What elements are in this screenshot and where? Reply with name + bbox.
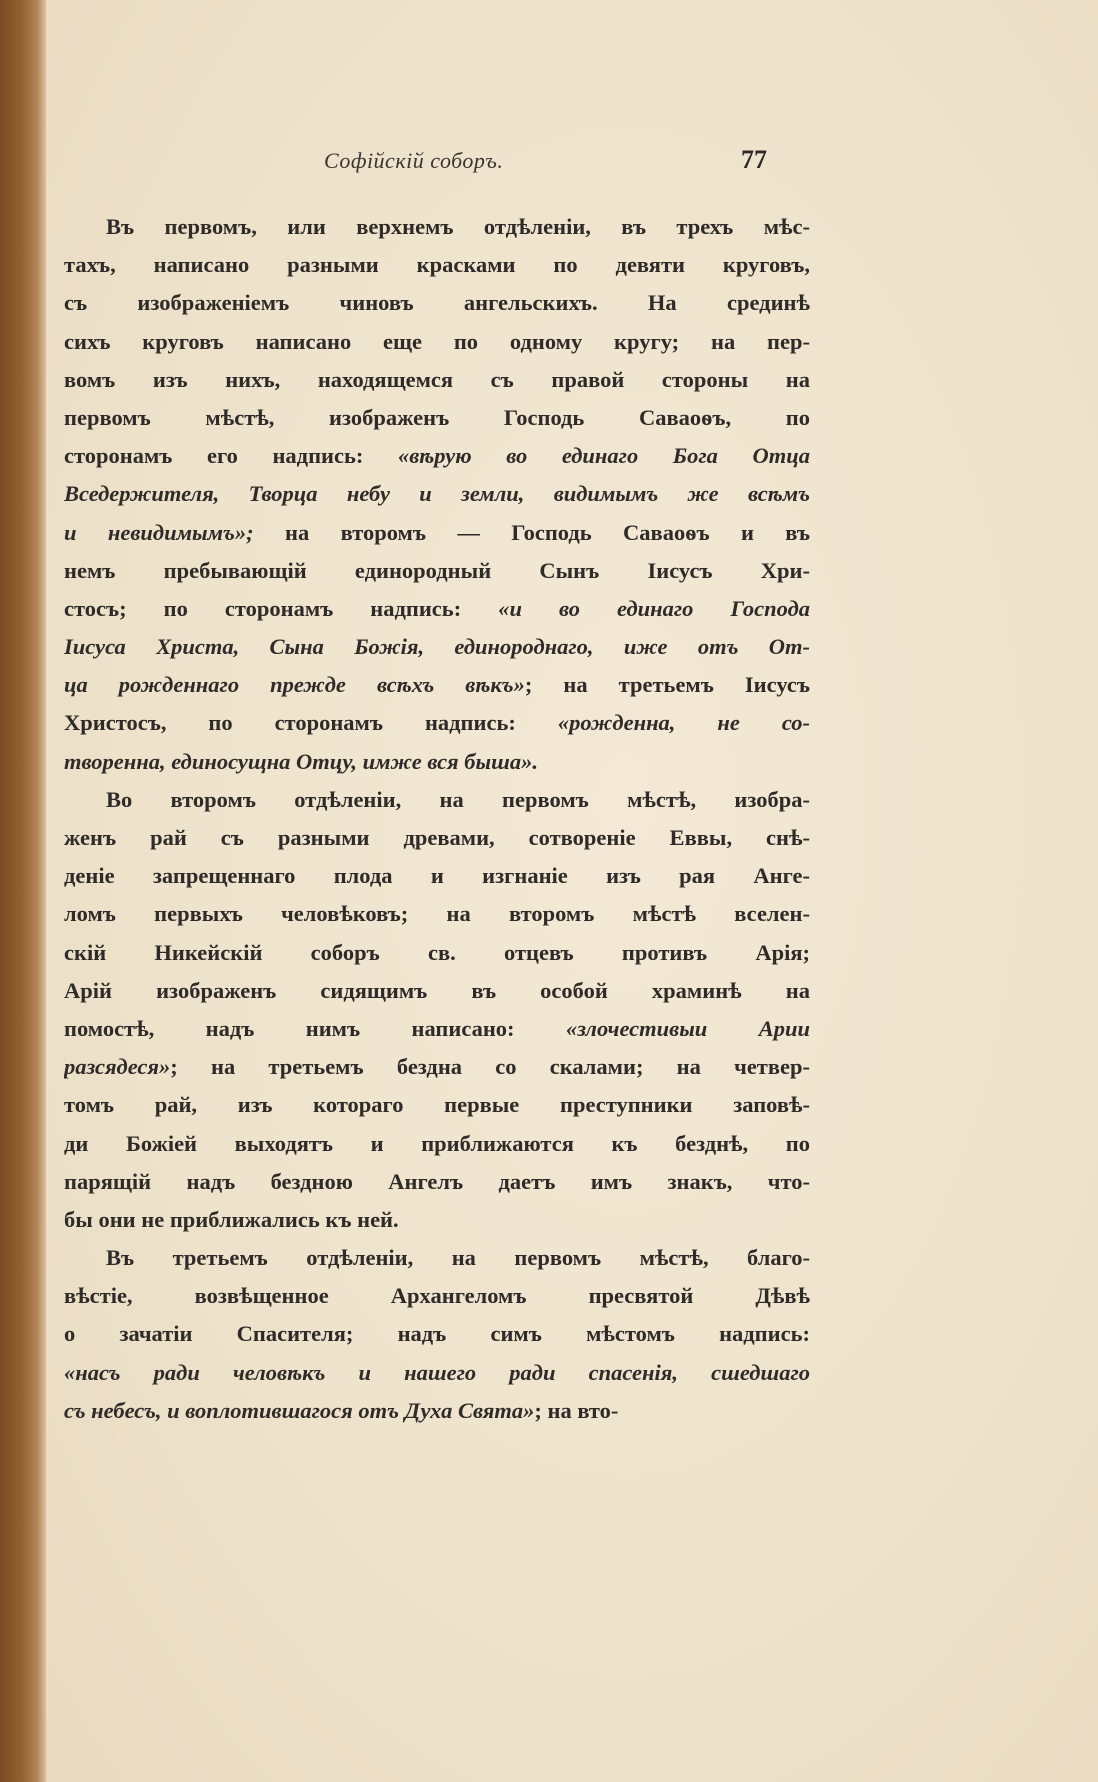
text-run: о зачатіи Спасителя; надъ симъ мѣстомъ надпись: [64,1321,810,1347]
italic-quote: съ небесъ, и воплотившагося отъ Духа Свята» [64,1397,535,1423]
paragraph [64,1239,810,1430]
text-run: ди Божіей выходятъ и приближаются къ безднѣ, по [64,1130,810,1156]
text-line [64,628,810,666]
text-line [64,1354,810,1392]
text-run: немъ пребывающій единородный Сынъ Іисусъ Хри- [64,557,810,583]
text-run: Въ первомъ, или верхнемъ отдѣленіи, въ трехъ мѣс- [106,214,810,239]
text-line [64,208,810,246]
text-run: томъ рай, изъ котораго первые преступники заповѣ- [64,1092,810,1118]
italic-quote: «вѣрую во единаго Бога Отца [397,443,810,469]
italic-quote: творенна, единосущна Отцу, имже вся быша». [64,748,538,774]
text-line [64,437,810,475]
running-head: Софійскій соборъ. [324,148,504,173]
paragraph [64,781,810,1239]
text-run: Во второмъ отдѣленіи, на первомъ мѣстѣ, изобра- [106,786,810,812]
text-line [64,1315,810,1353]
italic-quote: ца рожденнаго прежде всѣхъ вѣкъ» [64,672,525,698]
text-line [64,246,810,284]
text-line [64,552,810,590]
text-line [64,1048,810,1086]
text-line [64,1010,810,1048]
text-line [64,1163,810,1201]
text-line [64,972,810,1010]
text-run: стосъ; по сторонамъ надпись: [64,595,499,621]
text-run: Въ третьемъ отдѣленіи, на первомъ мѣстѣ, благо- [106,1245,810,1271]
page-number: 77 [741,145,767,174]
text-line [64,895,810,933]
text-run: ; на вто- [534,1397,619,1423]
text-run: помостѣ, надъ нимъ написано: [64,1015,566,1041]
text-run: вомъ изъ нихъ, находящемся съ правой стороны на [64,366,810,392]
text-run: Арій изображенъ сидящимъ въ особой храминѣ на [64,977,810,1003]
body-text [64,208,810,1430]
paragraph [64,208,810,781]
text-run: вѣстіе, возвѣщенное Архангеломъ пресвятой Дѣвѣ [64,1283,810,1309]
text-run: ломъ первыхъ человѣковъ; на второмъ мѣстѣ вселен- [64,901,810,927]
text-run: женъ рай съ разными древами, сотвореніе Еввы, снѣ- [64,825,810,850]
italic-quote: Іисуса Христа, Сына Божія, единороднаго, иже отъ От- [64,634,810,660]
text-line [64,704,810,742]
text-run: ; на третьемъ бездна со скалами; на четвер- [170,1054,810,1080]
text-line [64,323,810,361]
text-run: Христосъ, по сторонамъ надпись: [64,710,558,736]
text-line [64,284,810,322]
italic-quote: «рожденна, не со- [557,710,810,736]
text-line [64,1125,810,1163]
italic-quote: «и во единаго Господа [498,595,810,621]
italic-quote: и невидимымъ»; [64,519,254,545]
text-line [64,361,810,399]
page-header [46,145,1098,188]
text-line [64,819,810,857]
text-run: скій Никейскій соборъ св. отцевъ противъ Арія; [64,939,810,965]
text-run: первомъ мѣстѣ, изображенъ Господь Саваоѳъ, по [64,404,810,430]
text-run: парящій надъ бездною Ангелъ даетъ имъ знакъ, что- [64,1168,810,1194]
italic-quote: разсядеся» [64,1054,171,1080]
text-line [64,514,810,552]
text-line [64,1392,810,1430]
text-line [64,934,810,972]
text-line [64,1201,810,1239]
italic-quote: «злочестивыи Арии [565,1015,810,1041]
text-run: бы они не приближались къ ней. [64,1206,399,1232]
text-run: ; на третьемъ Іисусъ [524,672,810,698]
italic-quote: Вседержителя, Творца небу и земли, видимымъ же всѣмъ [64,481,810,507]
text-line [64,743,810,781]
text-line [64,1277,810,1315]
text-run: сторонамъ его надпись: [64,443,398,469]
text-line [64,1239,810,1277]
text-line [64,475,810,513]
text-run: сихъ круговъ написано еще по одному кругу; на пер- [64,328,810,354]
italic-quote: «насъ ради человѣкъ и нашего ради спасенія, сшедшаго [64,1359,810,1385]
text-run: деніе запрещеннаго плода и изгнаніе изъ рая Анге- [64,863,810,889]
text-line [64,857,810,895]
text-run: на второмъ — Господь Саваоѳъ и въ [253,519,810,545]
text-line [64,1086,810,1124]
text-run: съ изображеніемъ чиновъ ангельскихъ. На срединѣ [64,290,810,316]
book-page [46,0,1098,1782]
text-line [64,399,810,437]
text-run: тахъ, написано разными красками по девяти круговъ, [64,252,810,278]
book-binding-edge [0,0,46,1782]
text-line [64,590,810,628]
text-line [64,781,810,819]
text-line [64,666,810,704]
